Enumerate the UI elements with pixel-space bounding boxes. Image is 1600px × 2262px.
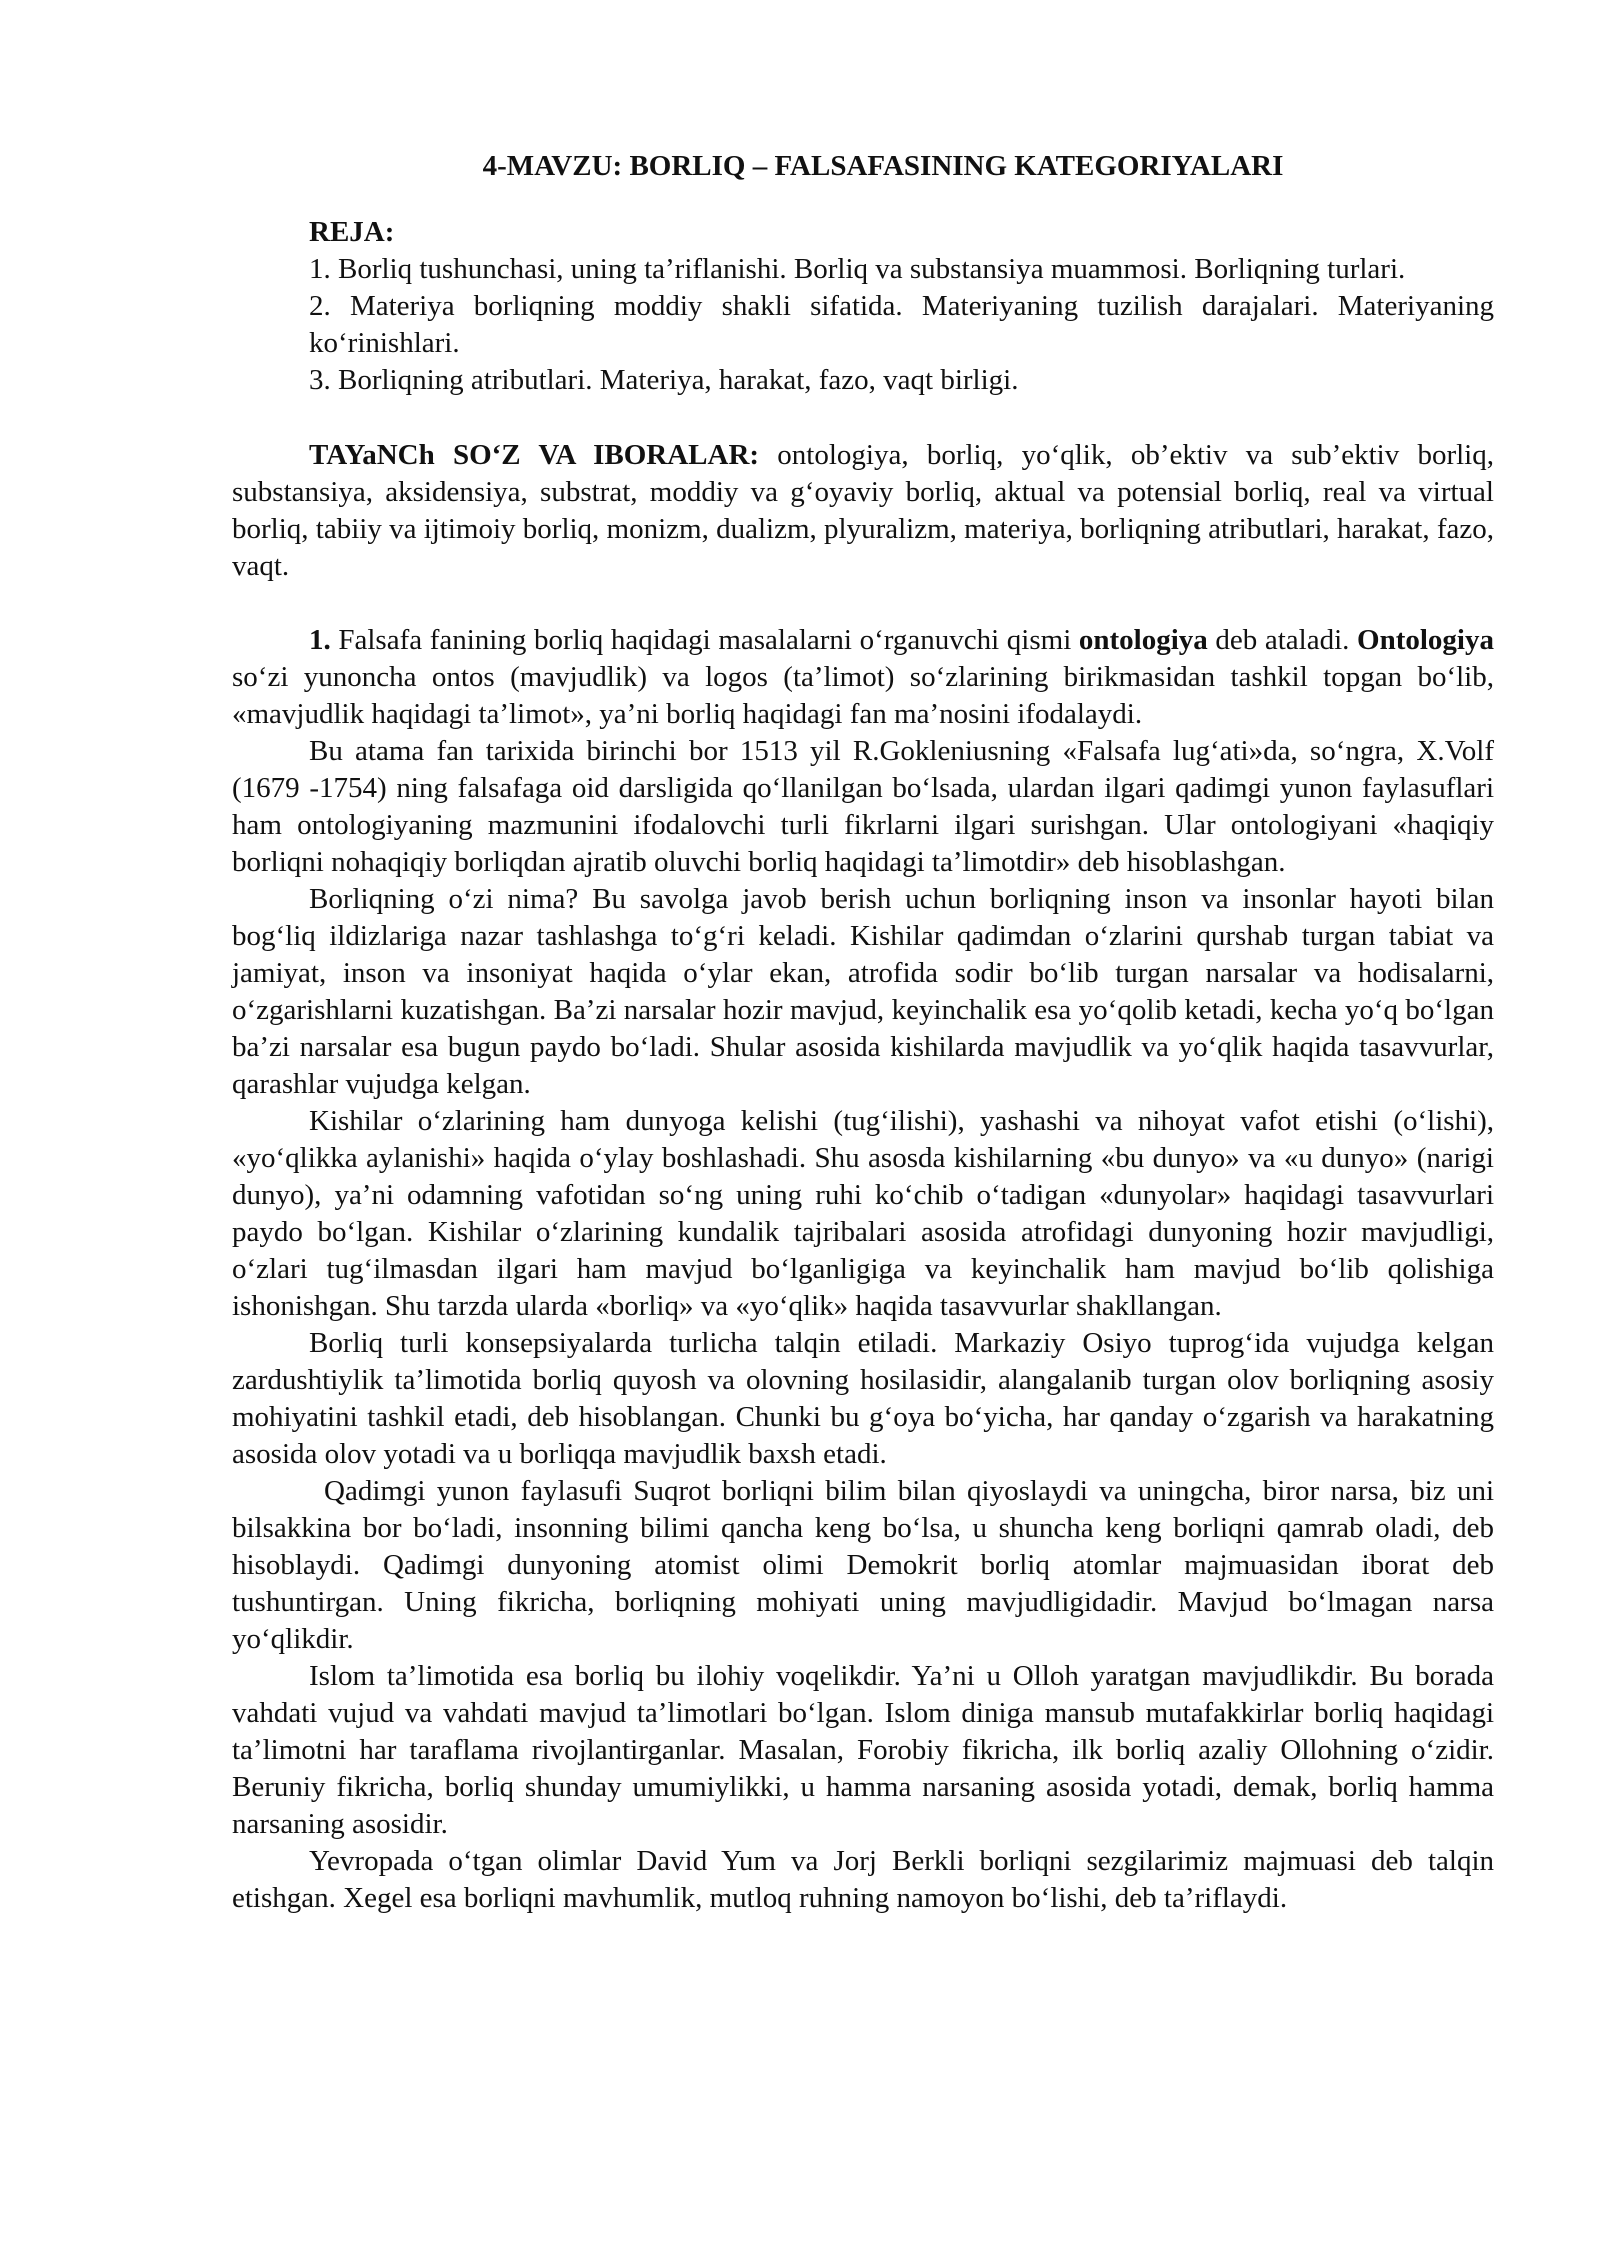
document-page xyxy=(232,148,1494,1917)
body-paragraph: Borliq turli konsepsiyalarda turlicha talqin etiladi. Markaziy Osiyo tuprog‘ida vujudga kelgan zardushtiylik ta’limotida borliq quyosh va olovning hosilasidir, alangalanib turgan olov borliqning asosiy mohiyatini tashkil etadi, deb hisoblangan. Chunki bu g‘oya bo‘yicha, har qanday o‘zgarish va harakatning asosida olov yotadi va u borliqqa mavjudlik baxsh etadi. xyxy=(232,1327,1494,1470)
intro-text-a: Falsafa fanining borliq haqidagi masalalarni o‘rganuvchi qismi xyxy=(330,624,1079,656)
page-title: 4-MAVZU: BORLIQ – FALSAFASINING KATEGORIYALARI xyxy=(482,150,1284,182)
body-paragraph: Kishilar o‘zlarining ham dunyoga kelishi (tug‘ilishi), yashashi va nihoyat vafot etishi (o‘lishi), «yo‘qlikka aylanishi» haqida o‘ylay boshlashadi. Shu asosda kishilarning «bu dunyo» va «u dunyo» (narigi dunyo), ya’ni odamning vafotidan so‘ng uning ruhi ko‘chib o‘tadigan «dunyolar» haqidagi tasavvurlari paydo bo‘lgan. Kishilar o‘zlarining kundalik tajribalari asosida atrofidagi dunyoning hozir mavjudligi, o‘zlari tug‘ilmasdan ilgari ham mavjud bo‘lganligiga va keyinchalik ham mavjud bo‘lib qolishiga ishonishgan. Shu tarzda ularda «borliq» va «yo‘qlik» haqida tasavvurlar shakllangan. xyxy=(232,1105,1494,1322)
body-paragraph: Qadimgi yunon faylasufi Suqrot borliqni bilim bilan qiyoslaydi va uningcha, biror narsa, biz uni bilsakkina bor bo‘ladi, insonning bilimi qancha keng bo‘lsa, u shuncha keng borliqni qamrab oladi, deb hisoblaydi. Qadimgi dunyoning atomist olimi Demokrit borliq atomlar majmuasidan iborat deb tushuntirgan. Uning fikricha, borliqning mohiyati uning mavjudligidadir. Mavjud bo‘lmagan narsa yo‘qlikdir. xyxy=(232,1475,1494,1655)
body-paragraph: Islom ta’limotida esa borliq bu ilohiy voqelikdir. Ya’ni u Olloh yaratgan mavjudlikdir. Bu borada vahdati vujud va vahdati mavjud ta’limotlari bo‘lgan. Islom diniga mansub mutafakkirlar borliq haqidagi ta’limotni har taraflama rivojlantirganlar. Masalan, Forobiy fikricha, ilk borliq azaliy Ollohning o‘zidir. Beruniy fikricha, borliq shunday umumiylikki, u hamma narsaning asosida yotadi, demak, borliq hamma narsaning asosidir. xyxy=(232,1660,1494,1840)
term-ontologiya: ontologiya xyxy=(1078,624,1208,656)
section-number: 1. xyxy=(309,624,331,656)
body-paragraph: Borliqning o‘zi nima? Bu savolga javob berish uchun borliqning inson va insonlar hayoti bilan bog‘liq ildizlariga nazar tashlashga to‘g‘ri keladi. Kishilar qadimdan o‘zlarini qurshab turgan tabiat va jamiyat, inson va insoniyat haqida o‘ylar ekan, atrofida sodir bo‘lib turgan narsalar va hodisalarni, o‘zgarishlarni kuzatishgan. Ba’zi narsalar hozir mavjud, keyinchalik esa yo‘qolib ketadi, kecha yo‘q bo‘lgan ba’zi narsalar esa bugun paydo bo‘ladi. Shular asosida kishilarda mavjudlik va yo‘qlik haqida tasavvurlar, qarashlar vujudga kelgan. xyxy=(232,883,1494,1100)
keywords-paragraph xyxy=(232,437,1494,585)
intro-text-b: deb ataladi. xyxy=(1207,624,1358,656)
keywords-text: ontologiya, borliq, yo‘qlik, ob’ektiv va sub’ektiv borliq, substansiya, aksidensiya, substrat, moddiy va g‘oyaviy borliq, aktual va potensial borliq, real va virtual borliq, tabiiy va ijtimoiy borliq, monizm, dualizm, plyuralizm, materiya, borliqning atributlari, harakat, fazo, vaqt. xyxy=(232,439,1494,582)
term-ontologiya-2: Ontologiya xyxy=(1357,624,1494,656)
plan-item: 1. Borliq tushunchasi, uning ta’riflanishi. Borliq va substansiya muammosi. Borliqning turlari. xyxy=(309,253,1406,285)
plan-heading: REJA: xyxy=(309,216,395,248)
plan-item: 3. Borliqning atributlari. Materiya, harakat, fazo, vaqt birligi. xyxy=(309,364,1019,396)
body-paragraph: Yevropada o‘tgan olimlar David Yum va Jorj Berkli borliqni sezgilarimiz majmuasi deb talqin etishgan. Xegel esa borliqni mavhumlik, mutloq ruhning namoyon bo‘lishi, deb ta’riflaydi. xyxy=(232,1845,1494,1914)
keywords-label: TAYaNCh SO‘Z VA IBORALAR: xyxy=(309,439,760,471)
plan-section xyxy=(232,214,1494,399)
intro-text-c: so‘zi yunoncha ontos (mavjudlik) va logos (ta’limot) so‘zlarining birikmasidan tashkil topgan bo‘lib, «mavjudlik haqidagi ta’limot», ya’ni borliq haqidagi fan ma’nosini ifodalaydi. xyxy=(232,661,1494,730)
section-1-intro xyxy=(232,622,1494,733)
body-paragraph: Bu atama fan tarixida birinchi bor 1513 yil R.Gokleniusning «Falsafa lug‘ati»da, so‘ngra, X.Volf (1679 -1754) ning falsafaga oid darsligida qo‘llanilgan bo‘lsada, ulardan ilgari qadimgi yunon faylasuflari ham ontologiyaning mazmunini ifodalovchi turli fikrlarni ilgari surishgan. Ular ontologiyani «haqiqiy borliqni nohaqiqiy borliqdan ajratib oluvchi borliq haqidagi ta’limotdir» deb hisoblashgan. xyxy=(232,735,1494,878)
plan-item: 2. Materiya borliqning moddiy shakli sifatida. Materiyaning tuzilish darajalari. Materiyaning ko‘rinishlari. xyxy=(309,290,1494,359)
